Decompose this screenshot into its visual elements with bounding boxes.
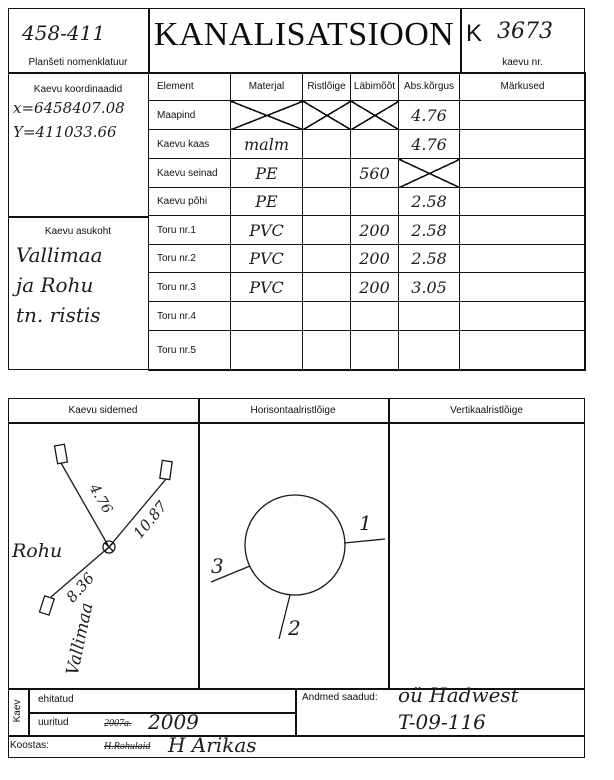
header-notes: Märkused — [460, 73, 586, 101]
divider — [388, 398, 390, 688]
diameter-cell — [351, 159, 399, 188]
material-cell — [231, 273, 303, 302]
distance-label: 10.87 — [129, 497, 171, 543]
elevation-cell — [399, 216, 460, 245]
material-cell — [231, 331, 303, 371]
elevation-value: 2.58 — [411, 220, 447, 240]
diameter-cell — [351, 331, 399, 371]
cross-section-cell — [303, 216, 351, 245]
diameter-value: 200 — [359, 277, 390, 297]
table-row — [149, 331, 586, 371]
manhole-outline — [245, 495, 345, 595]
location-line-2: ja Rohu — [16, 273, 94, 297]
divider — [8, 735, 585, 737]
diameter-value: 200 — [359, 220, 390, 240]
material-cell — [231, 101, 303, 130]
well-prefix: K — [466, 20, 483, 47]
well-number-label: kaevu nr. — [502, 57, 543, 68]
source-company: oü Hadwest — [398, 683, 519, 707]
table-row — [149, 216, 586, 245]
notes-cell — [460, 216, 586, 245]
material-value: PE — [255, 163, 278, 183]
notes-cell — [460, 302, 586, 331]
elevation-cell — [399, 188, 460, 216]
ties-sketch — [9, 423, 198, 688]
horizontal-panel-label: Horisontaalristlõige — [250, 405, 336, 416]
elements-table — [148, 72, 586, 371]
elevation-cell — [399, 273, 460, 302]
cross-section-cell — [303, 331, 351, 371]
page-title: KANALISATSIOON — [153, 16, 455, 53]
table-header-row — [149, 73, 586, 101]
notes-cell — [460, 101, 586, 130]
elevation-value: 2.58 — [411, 192, 447, 211]
surveyed-label: uuritud — [38, 717, 69, 728]
material-value: PVC — [249, 277, 284, 297]
pipe-label-2: 2 — [288, 616, 301, 640]
row-label: Kaevu kaas — [149, 130, 231, 159]
table-row — [149, 159, 586, 188]
well-number: 3673 — [497, 19, 553, 44]
coordinate-y: Y=411033.66 — [13, 123, 117, 141]
table-row — [149, 101, 586, 130]
coordinate-x: x=6458407.08 — [13, 99, 125, 117]
street-label-rohu: Rohu — [12, 540, 63, 562]
diameter-cell — [351, 216, 399, 245]
material-value: PVC — [249, 220, 284, 240]
row-label: Maapind — [149, 101, 231, 130]
row-label: Kaevu seinad — [149, 159, 231, 188]
table-row — [149, 188, 586, 216]
material-value: PVC — [249, 249, 284, 268]
material-cell — [231, 188, 303, 216]
elevation-cell — [399, 101, 460, 130]
horizontal-section-sketch — [199, 423, 387, 688]
surveyed-old-value: 2007a. — [104, 718, 132, 729]
material-cell — [231, 302, 303, 331]
material-cell — [231, 130, 303, 159]
vertical-panel-label: Vertikaalristlõige — [450, 405, 523, 416]
material-cell — [231, 245, 303, 273]
diameter-cell — [351, 302, 399, 331]
table-row — [149, 245, 586, 273]
distance-label: 4.76 — [85, 481, 116, 517]
reference-point-marker — [55, 444, 68, 463]
material-value: malm — [244, 134, 289, 154]
sheet-label: Planšeti nomenklatuur — [28, 57, 128, 68]
elevation-cell — [399, 331, 460, 371]
cross-section-cell — [303, 273, 351, 302]
material-value: PE — [255, 192, 278, 211]
header-cross-section: Ristlõige — [303, 73, 351, 101]
notes-cell — [460, 273, 586, 302]
ties-panel-label: Kaevu sidemed — [68, 405, 138, 416]
notes-cell — [460, 245, 586, 273]
diameter-cell — [351, 245, 399, 273]
elevation-cell — [399, 159, 460, 188]
row-label: Toru nr.1 — [149, 216, 231, 245]
pipe-label-1: 1 — [359, 511, 372, 535]
header-material: Materjal — [231, 73, 303, 101]
well-side-label: Kaev — [12, 699, 23, 723]
material-cell — [231, 159, 303, 188]
cross-section-cell — [303, 245, 351, 273]
row-label: Toru nr.5 — [149, 331, 231, 371]
notes-cell — [460, 188, 586, 216]
diameter-cell — [351, 188, 399, 216]
street-label-vallimaa: Vallimaa — [62, 600, 98, 678]
surveyed-year: 2009 — [148, 710, 199, 734]
pipe-label-3: 3 — [211, 554, 224, 578]
built-label: ehitatud — [38, 694, 74, 705]
elevation-cell — [399, 302, 460, 331]
location-line-1: Vallimaa — [16, 243, 103, 267]
pipe-line-1 — [344, 539, 385, 543]
location-line-3: tn. ristis — [16, 303, 101, 327]
elevation-value: 4.76 — [411, 105, 447, 125]
elevation-cell — [399, 245, 460, 273]
distance-label: 8.36 — [62, 569, 99, 607]
material-cell — [231, 216, 303, 245]
row-label: Toru nr.4 — [149, 302, 231, 331]
manhole-center-icon — [103, 541, 115, 553]
author-old: H.Rohulaid — [104, 741, 151, 752]
reference-point-marker — [39, 596, 54, 615]
elevation-cell — [399, 130, 460, 159]
cross-section-cell — [303, 159, 351, 188]
cross-section-cell — [303, 302, 351, 331]
table-row — [149, 273, 586, 302]
diameter-cell — [351, 273, 399, 302]
notes-cell — [460, 331, 586, 371]
notes-cell — [460, 130, 586, 159]
location-label: Kaevu asukoht — [44, 226, 112, 237]
header-element: Element — [149, 73, 231, 101]
divider — [8, 216, 148, 218]
diameter-cell — [351, 101, 399, 130]
author-label: Koostas: — [10, 740, 49, 751]
diameter-cell — [351, 130, 399, 159]
row-label: Toru nr.2 — [149, 245, 231, 273]
coordinates-label: Kaevu koordinaadid — [33, 84, 123, 95]
row-label: Kaevu põhi — [149, 188, 231, 216]
cross-section-cell — [303, 188, 351, 216]
table-row — [149, 302, 586, 331]
author-signature: H Arikas — [168, 733, 257, 757]
table-row — [149, 130, 586, 159]
elevation-value: 4.76 — [411, 134, 447, 154]
header-diameter: Läbimõõt — [351, 73, 399, 101]
diameter-value: 560 — [359, 163, 390, 183]
notes-cell — [460, 159, 586, 188]
sheet-number: 458-411 — [22, 21, 106, 45]
cross-section-cell — [303, 101, 351, 130]
source-reference: T-09-116 — [398, 710, 486, 734]
reference-point-marker — [160, 460, 172, 479]
source-label: Andmed saadud: — [302, 692, 378, 703]
header-elevation: Abs.kõrgus — [399, 73, 460, 101]
divider — [295, 688, 297, 735]
cross-section-cell — [303, 130, 351, 159]
elevation-value: 2.58 — [411, 249, 447, 268]
row-label: Toru nr.3 — [149, 273, 231, 302]
elevation-value: 3.05 — [411, 277, 447, 297]
diameter-value: 200 — [359, 249, 390, 268]
